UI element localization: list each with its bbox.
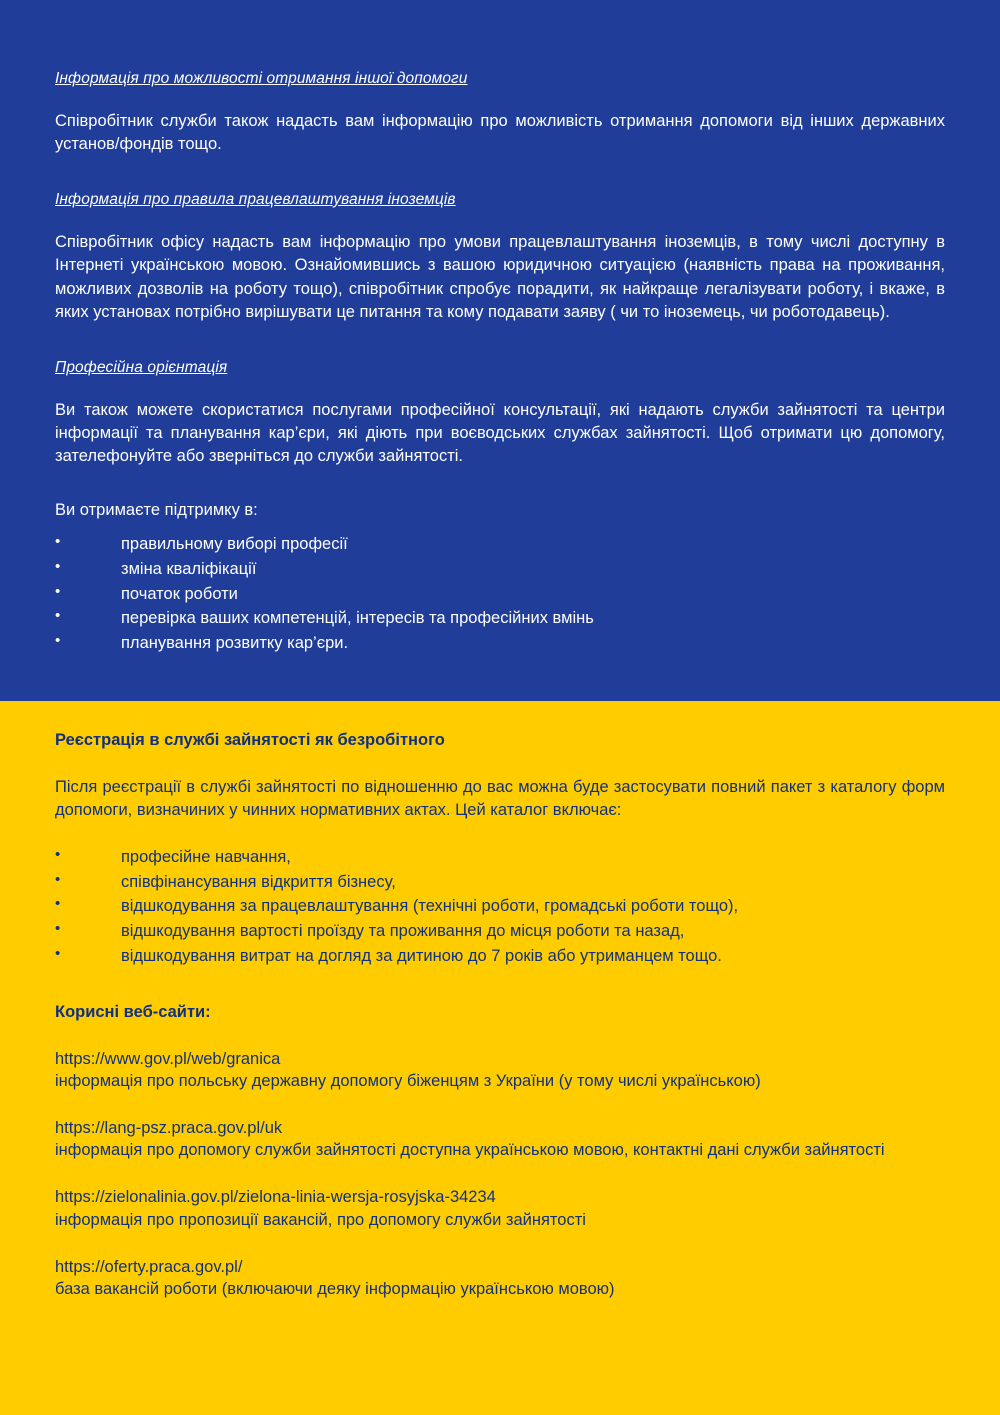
paragraph-other-help: Співробітник служби також надасть вам інформацію про можливість отримання допомоги від інших державних установ/фондів тощо.: [55, 112, 945, 154]
section-heading-useful-websites: Корисні веб-сайти:: [55, 1002, 211, 1021]
link-url-granica[interactable]: https://www.gov.pl/web/granica: [55, 1049, 281, 1068]
support-list: [55, 532, 945, 656]
list-item: • правильному виборі професії: [55, 532, 945, 557]
section-heading-foreigner-employment: Інформація про правила працевлаштування іноземців: [55, 190, 456, 208]
link-block: [55, 1186, 945, 1231]
registration-benefits-list: [55, 845, 945, 969]
link-url-zielonalinia[interactable]: https://zielonalinia.gov.pl/zielona-linia-wersja-rosyjska-34234: [55, 1188, 496, 1207]
paragraph-registration: Після реєстрації в службі зайнятості по відношенню до вас можна буде застосувати повний пакет з каталогу форм допомоги, визначиних у чинних нормативних актах. Цей каталог включає:: [55, 778, 945, 820]
section-heading-other-help: Інформація про можливості отримання іншої допомоги: [55, 70, 468, 87]
link-block: [55, 1117, 945, 1162]
link-block: [55, 1048, 945, 1093]
support-lead: Ви отримаєте підтримку в:: [55, 500, 258, 519]
link-url-lang-psz[interactable]: https://lang-psz.praca.gov.pl/uk: [55, 1118, 283, 1137]
link-description-granica: інформація про польську державну допомогу біженцям з України (у тому числі українською): [55, 1071, 761, 1090]
link-url-oferty[interactable]: https://oferty.praca.gov.pl/: [55, 1257, 243, 1276]
blue-section: [0, 0, 1000, 701]
list-item: • професійне навчання,: [55, 845, 945, 870]
list-item: • планування розвитку кар’єри.: [55, 631, 945, 656]
link-description-lang-psz: інформація про допомогу служби зайнятості доступна українською мовою, контактні дані служби зайнятості: [55, 1141, 885, 1160]
section-heading-registration: Реєстрація в службі зайнятості як безробітного: [55, 731, 445, 749]
yellow-section: [0, 701, 1000, 1415]
list-item: • відшкодування за працевлаштування (технічні роботи, громадські роботи тощо),: [55, 894, 945, 919]
link-block: [55, 1256, 945, 1301]
list-item: • відшкодування вартості проїзду та проживання до місця роботи та назад,: [55, 919, 945, 944]
list-item: • співфінансування відкриття бізнесу,: [55, 870, 945, 895]
section-heading-career-guidance: Професійна орієнтація: [55, 358, 228, 376]
link-description-oferty: база вакансій роботи (включаючи деяку інформацію українською мовою): [55, 1279, 615, 1298]
link-description-zielonalinia: інформація про пропозиції вакансій, про допомогу служби зайнятості: [55, 1210, 586, 1229]
list-item: • відшкодування витрат на догляд за дитиною до 7 років або утриманцем тощо.: [55, 944, 945, 969]
list-item: • зміна кваліфікації: [55, 557, 945, 582]
list-item: • перевірка ваших компетенцій, інтересів та професійних вмінь: [55, 606, 945, 631]
paragraph-foreigner-employment: Співробітник офісу надасть вам інформацію про умови працевлаштування іноземців, в тому числі доступну в Інтернеті українською мовою. Ознайомившись з вашою юридичною ситуацією (наявність права на проживання, можливих дозволів на роботу тощо), співробітник спробує порадити, як найкраще легалізувати роботу, і вкаже, в яких установах потрібно вирішувати це питання та кому подавати заяву ( чи то іноземець, чи роботодавець).: [55, 232, 945, 322]
paragraph-career-guidance: Ви також можете скористатися послугами професійної консультації, які надають служби зайнятості та центри інформації та планування кар’єри, які діють при воєводських службах зайнятості. Щоб отримати цю допомогу, зателефонуйте або зверніться до служби зайнятості.: [55, 400, 945, 466]
list-item: • початок роботи: [55, 582, 945, 607]
